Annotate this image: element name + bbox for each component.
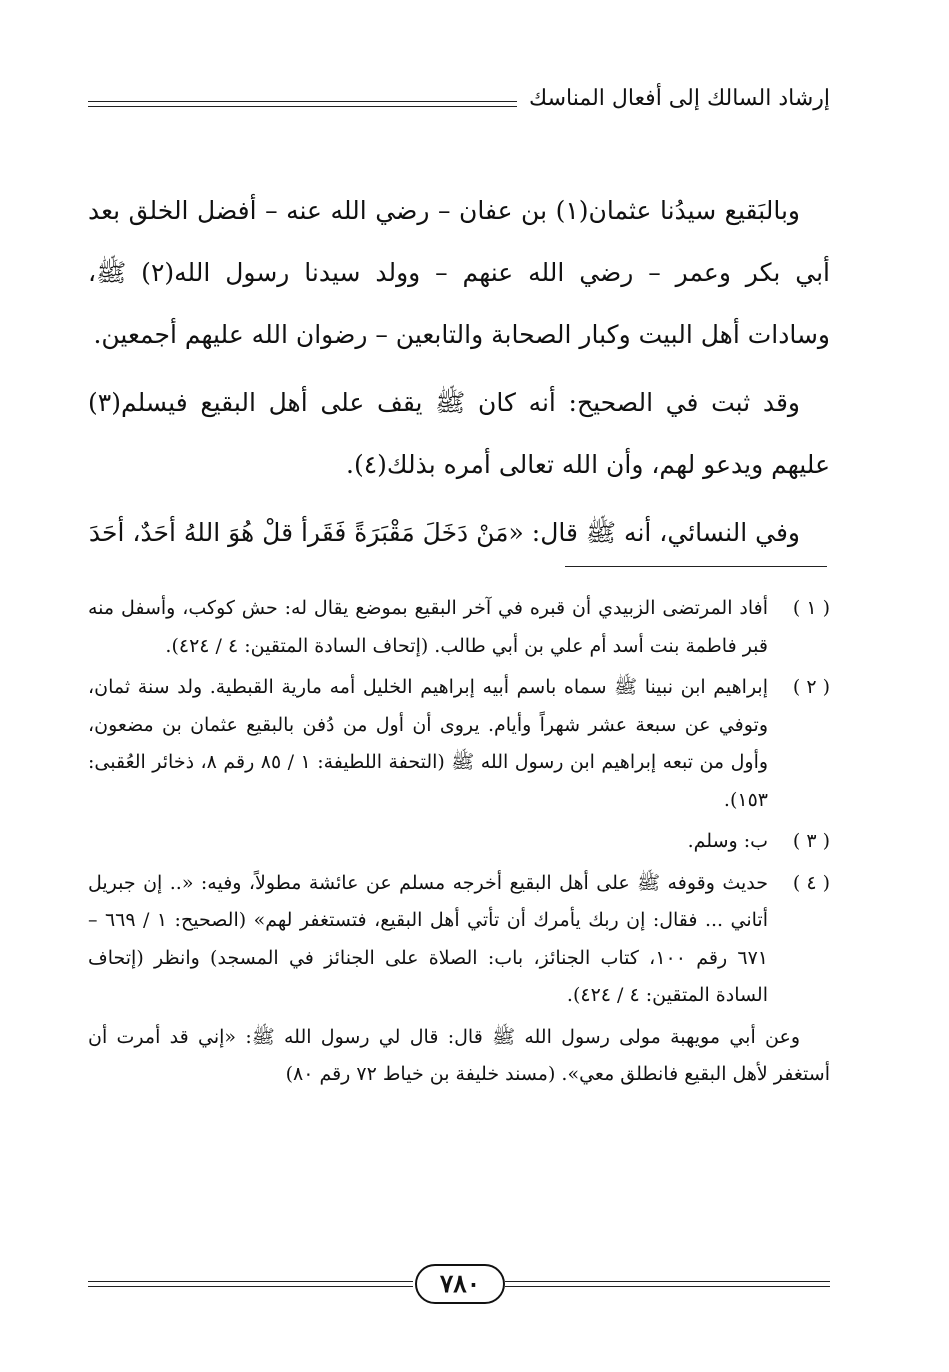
footnote-number: ( ٣ ) [792,830,830,852]
footer-rule-right [505,1281,830,1287]
footnote [88,823,830,861]
running-header [88,86,830,126]
main-text [88,180,830,564]
footnote-separator [565,566,827,567]
paragraph: وبالبَقيع سيدُنا عثمان(١) بن عفان – رضي الله عنه – أفضل الخلق بعد أبي بكر وعمر – رضي الله عنهم – وولد سيدنا رسول الله(٢) ﷺ، وسادات أهل البيت وكبار الصحابة والتابعين – رضوان الله عليهم أجمعين. [88,196,830,349]
paragraph: وقد ثبت في الصحيح: أنه كان ﷺ يقف على أهل البقيع فيسلم(٣) عليهم ويدعو لهم، وأن الله تعالى أمره بذلك(٤). [88,388,830,479]
footnote-number: ( ٤ ) [792,871,830,894]
page-number: ٧٨٠ [415,1264,505,1304]
page-footer [88,1264,830,1308]
footnote-continuation: وعن أبي مويهبة مولى رسول الله ﷺ قال: قال لي رسول الله ﷺ: «إني قد أمرت أن أستغفر لأهل البقيع فانطلق معي». (مسند خليفة بن خياط ٧٢ رقم ٨٠) [88,1025,830,1085]
paragraph: وفي النسائي، أنه ﷺ قال: «مَنْ دَخَلَ مَقْبَرَةً فَقَرأ قلْ هُوَ اللهُ أحَدٌ، أحَدَ [88,518,800,547]
footnotes [88,590,830,1094]
footnote-text: ب: وسلم. [687,830,768,852]
footnote [88,669,830,819]
footnote-number: ( ٢ ) [792,676,830,698]
footnote [88,590,830,665]
footnote-number: ( ١ ) [792,597,830,619]
footnote-text: إبراهيم ابن نبينا ﷺ سماه باسم أبيه إبراهيم الخليل أمه مارية القبطية. ولد سنة ثمان، وتوفي عن سبعة عشر شهراً وأيام. يروى أن أول من دُفن بالبقيع عثمان بن مضعون، وأول من تبعه إبراهيم ابن رسول الله ﷺ (التحفة اللطيفة: ١ / ٨٥ رقم ٨، ذخائر العُقبى: ١٥٣). [88,676,769,811]
footnote-text: حديث وقوفه ﷺ على أهل البقيع أخرجه مسلم عن عائشة مطولاً، وفيه: «.. إن جبريل أتاني ... فقال: إن ربك يأمرك أن تأتي أهل البقيع، فتستغفر لهم» (الصحيح: ١ / ٦٦٩ – ٦٧١ رقم ١٠٠، كتاب الجنائز، باب: الصلاة على الجنائز في المسجد) وانظر (إتحاف السادة المتقين: ٤ / ٤٢٤). [88,871,768,1006]
book-title: إرشاد السالك إلى أفعال المناسك [517,86,830,111]
footnote [88,865,830,1015]
header-double-rule [88,101,550,107]
footnote-text: أفاد المرتضى الزبيدي أن قبره في آخر البقيع بموضع يقال له: حش كوكب، وأسفل منه قبر فاطمة بنت أسد أم علي بن أبي طالب. (إتحاف السادة المتقين: ٤ / ٤٢٤). [88,597,768,657]
footer-rule-left [88,1281,413,1287]
